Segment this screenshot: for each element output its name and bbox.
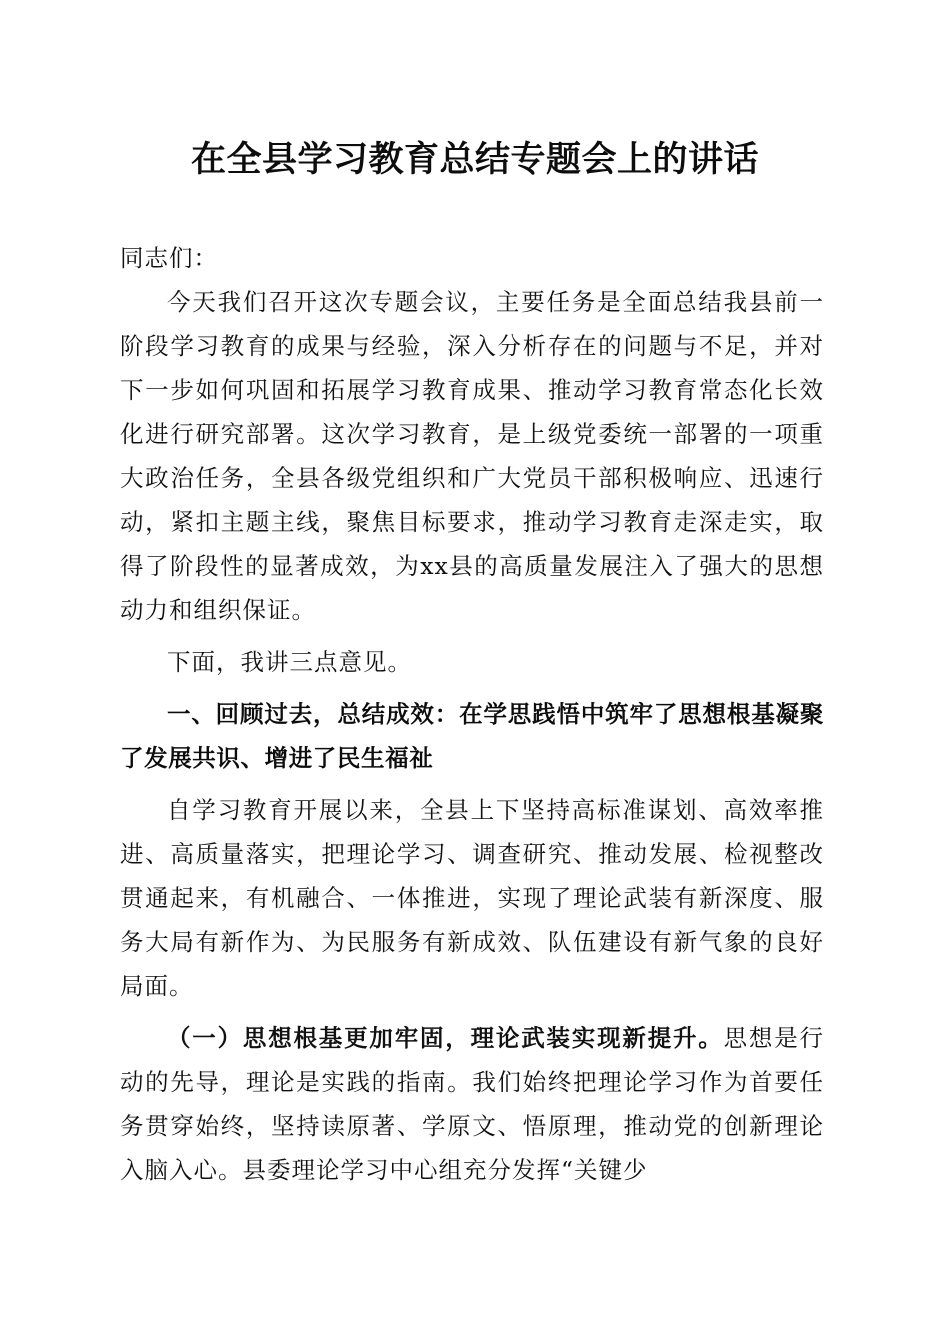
section-heading: 一、回顾过去，总结成效：在学思践悟中筑牢了思想根基凝聚了发展共识、增进了民生福祉: [120, 700, 824, 772]
subsection-body: 思想是行动的先导，理论是实践的指南。我们始终把理论学习作为首要任务贯穿始终，坚持读原著、学原文、悟原理，推动党的创新理论入脑入心。县委理论学习中心组充分发挥“关键少: [120, 1024, 825, 1184]
outline-paragraph: 下面，我讲三点意见。: [167, 648, 412, 676]
summary-paragraph: 自学习教育开展以来，全县上下坚持高标准谋划、高效率推进、高质量落实，把理论学习、调查研究、推动发展、检视整改贯通起来，有机融合、一体推进，实现了理论武装有新深度、服务大局有新作为、为民服务有新成效、队伍建设有新气象的良好局面。: [120, 796, 824, 1000]
subsection-heading: （一）思想根基更加牢固，理论武装实现新提升。: [167, 1024, 724, 1052]
document-title: 在全县学习教育总结专题会上的讲话: [190, 140, 759, 180]
salutation: 同志们：: [120, 244, 218, 272]
opening-paragraph: 今天我们召开这次专题会议，主要任务是全面总结我县前一阶段学习教育的成果与经验，深入分析存在的问题与不足，并对下一步如何巩固和拓展学习教育成果、推动学习教育常态化长效化进行研究部署。这次学习教育，是上级党委统一部署的一项重大政治任务，全县各级党组织和广大党员干部积极响应、迅速行动，紧扣主题主线，聚焦目标要求，推动学习教育走深走实，取得了阶段性的显著成效，为xx县的高质量发展注入了强大的思想动力和组织保证。: [120, 288, 824, 624]
subsection-paragraph: [120, 1016, 824, 1192]
document-body: [120, 236, 824, 1192]
